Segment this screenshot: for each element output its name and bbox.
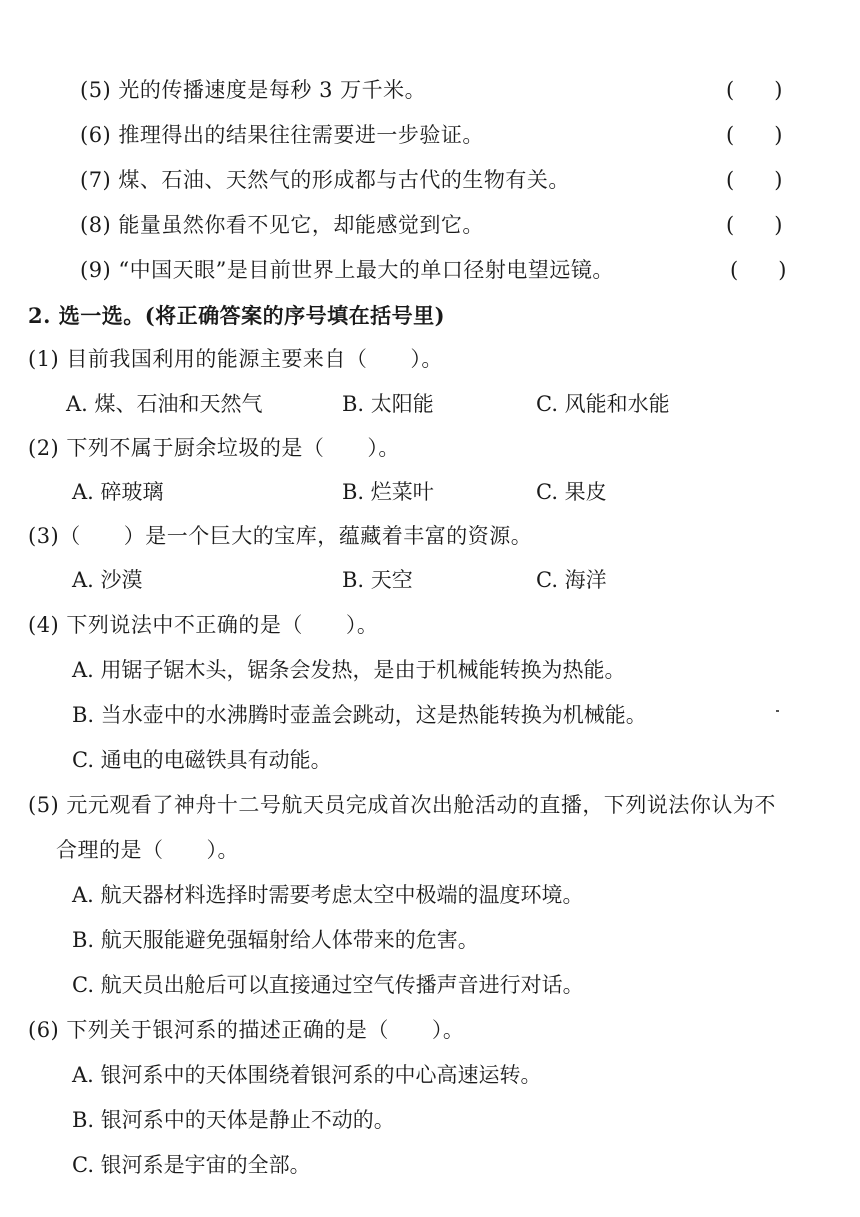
- q6-option-a[interactable]: A. 银河系中的天体围绕着银河系的中心高速运转。: [72, 1063, 542, 1087]
- answer-paren-5[interactable]: ( ): [726, 78, 783, 102]
- section-heading: 2. 选一选。(将正确答案的序号填在括号里): [28, 303, 446, 328]
- q3-option-b[interactable]: B. 天空: [342, 568, 413, 592]
- q2-option-a[interactable]: A. 碎玻璃: [72, 480, 164, 504]
- question-5-stem-line1: (5) 元元观看了神舟十二号航天员完成首次出舱活动的直播，下列说法你认为不: [28, 793, 776, 817]
- question-2-stem: (2) 下列不属于厨余垃圾的是（ ）。: [28, 436, 400, 460]
- question-6-stem: (6) 下列关于银河系的描述正确的是（ ）。: [28, 1018, 465, 1042]
- q3-option-c[interactable]: C. 海洋: [536, 568, 607, 592]
- q4-option-c[interactable]: C. 通电的电磁铁具有动能。: [72, 748, 332, 772]
- answer-paren-7[interactable]: ( ): [726, 168, 783, 192]
- q3-option-a[interactable]: A. 沙漠: [72, 568, 143, 592]
- question-5-stem-line2: 合理的是（ ）。: [56, 838, 239, 862]
- answer-paren-8[interactable]: ( ): [726, 213, 783, 237]
- judge-item-7: (7) 煤、石油、天然气的形成都与古代的生物有关。: [80, 168, 570, 192]
- judge-item-5: (5) 光的传播速度是每秒 3 万千米。: [80, 78, 427, 102]
- q6-option-c[interactable]: C. 银河系是宇宙的全部。: [72, 1153, 311, 1177]
- question-4-stem: (4) 下列说法中不正确的是（ ）。: [28, 613, 379, 637]
- question-3-stem: (3)（ ）是一个巨大的宝库，蕴藏着丰富的资源。: [28, 524, 533, 548]
- scan-speck: [776, 710, 779, 712]
- judge-item-8: (8) 能量虽然你看不见它，却能感觉到它。: [80, 213, 484, 237]
- judge-item-6: (6) 推理得出的结果往往需要进一步验证。: [80, 123, 484, 147]
- q5-option-a[interactable]: A. 航天器材料选择时需要考虑太空中极端的温度环境。: [72, 883, 584, 907]
- q2-option-b[interactable]: B. 烂菜叶: [342, 480, 434, 504]
- q4-option-a[interactable]: A. 用锯子锯木头，锯条会发热，是由于机械能转换为热能。: [72, 658, 626, 682]
- q1-option-b[interactable]: B. 太阳能: [342, 392, 434, 416]
- answer-paren-9[interactable]: ( ): [730, 258, 787, 282]
- answer-paren-6[interactable]: ( ): [726, 123, 783, 147]
- q6-option-b[interactable]: B. 银河系中的天体是静止不动的。: [72, 1108, 395, 1132]
- q1-option-c[interactable]: C. 风能和水能: [536, 392, 670, 416]
- question-1-stem: (1) 目前我国利用的能源主要来自（ ）。: [28, 347, 443, 371]
- judge-item-9: (9) “中国天眼”是目前世界上最大的单口径射电望远镜。: [80, 258, 614, 282]
- q5-option-b[interactable]: B. 航天服能避免强辐射给人体带来的危害。: [72, 928, 479, 952]
- q5-option-c[interactable]: C. 航天员出舱后可以直接通过空气传播声音进行对话。: [72, 973, 584, 997]
- q4-option-b[interactable]: B. 当水壶中的水沸腾时壶盖会跳动，这是热能转换为机械能。: [72, 703, 647, 727]
- q1-option-a[interactable]: A. 煤、石油和天然气: [66, 392, 263, 416]
- q2-option-c[interactable]: C. 果皮: [536, 480, 607, 504]
